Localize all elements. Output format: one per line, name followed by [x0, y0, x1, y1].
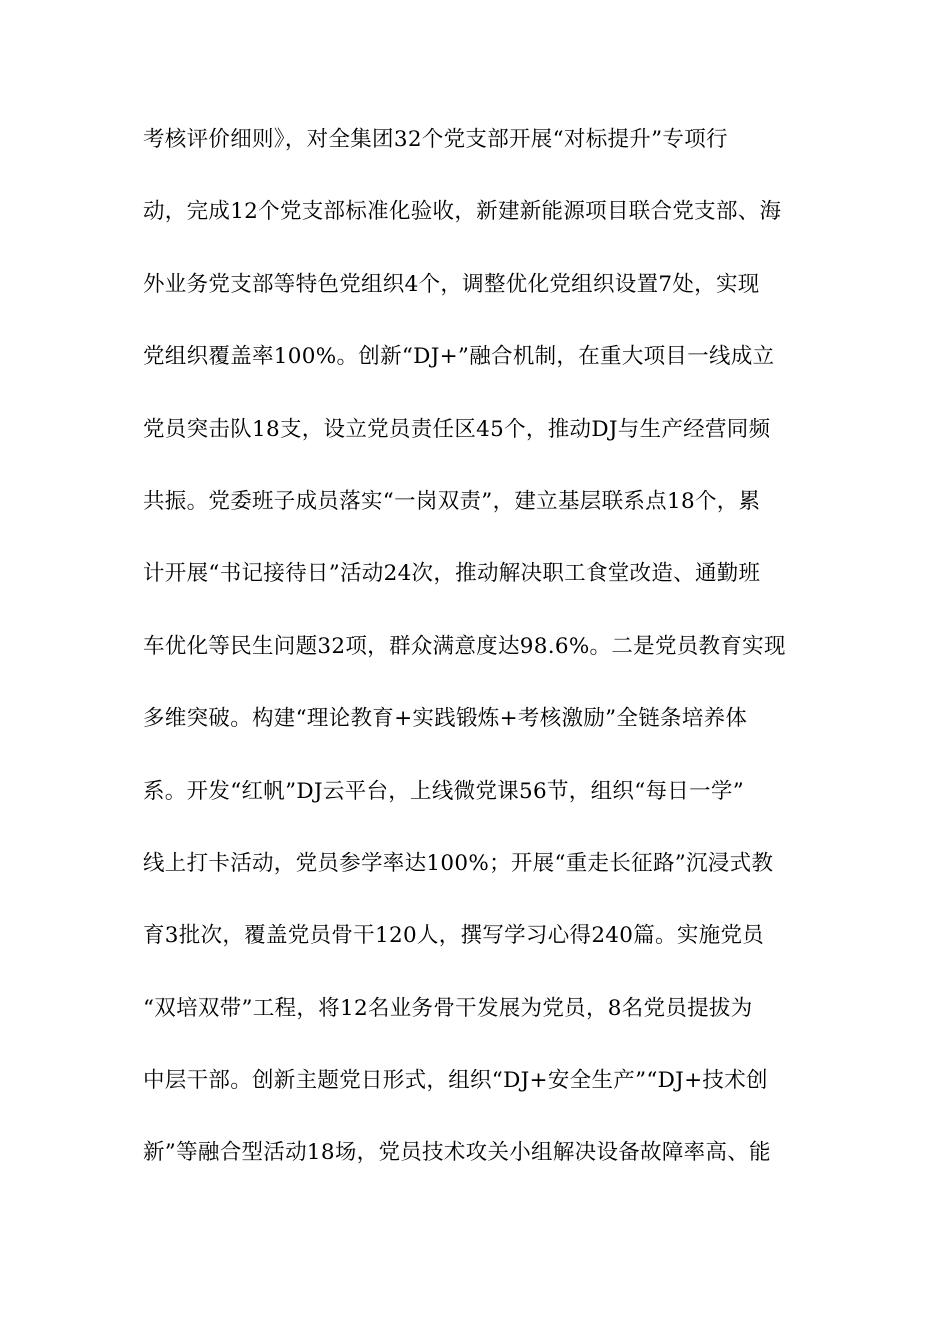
text-line: 中层干部。创新主题党日形式，组织“DJ+安全生产”“DJ+技术创: [143, 1068, 768, 1094]
text-line: 党组织覆盖率100%。创新“DJ+”融合机制，在重大项目一线成立: [143, 344, 775, 370]
text-line: 新”等融合型活动18场，党员技术攻关小组解决设备故障率高、能: [143, 1140, 771, 1166]
text-line: 外业务党支部等特色党组织4个，调整优化党组织设置7处，实现: [143, 271, 760, 297]
text-line: 系。开发“红帆”DJ云平台，上线微党课56节，组织“每日一学”: [143, 778, 744, 804]
text-line: 动，完成12个党支部标准化验收，新建新能源项目联合党支部、海: [143, 199, 782, 225]
body-paragraph: [143, 120, 813, 1206]
text-line: 育3批次，覆盖党员骨干120人，撰写学习心得240篇。实施党员: [143, 923, 765, 949]
text-line: 车优化等民生问题32项，群众满意度达98.6%。二是党员教育实现: [143, 633, 786, 659]
text-line: 线上打卡活动，党员参学率达100%；开展“重走长征路”沉浸式教: [143, 850, 774, 876]
text-line: “双培双带”工程，将12名业务骨干发展为党员，8名党员提拔为: [143, 995, 753, 1021]
text-line: 党员突击队18支，设立党员责任区45个，推动DJ与生产经营同频: [143, 416, 771, 442]
text-line: 考核评价细则》，对全集团32个党支部开展“对标提升”专项行: [143, 127, 728, 152]
text-line: 多维突破。构建“理论教育+实践锻炼+考核激励”全链条培养体: [143, 706, 748, 732]
text-line: 计开展“书记接待日”活动24次，推动解决职工食堂改造、通勤班: [143, 561, 761, 587]
text-line: 共振。党委班子成员落实“一岗双责”，建立基层联系点18个，累: [143, 488, 761, 514]
